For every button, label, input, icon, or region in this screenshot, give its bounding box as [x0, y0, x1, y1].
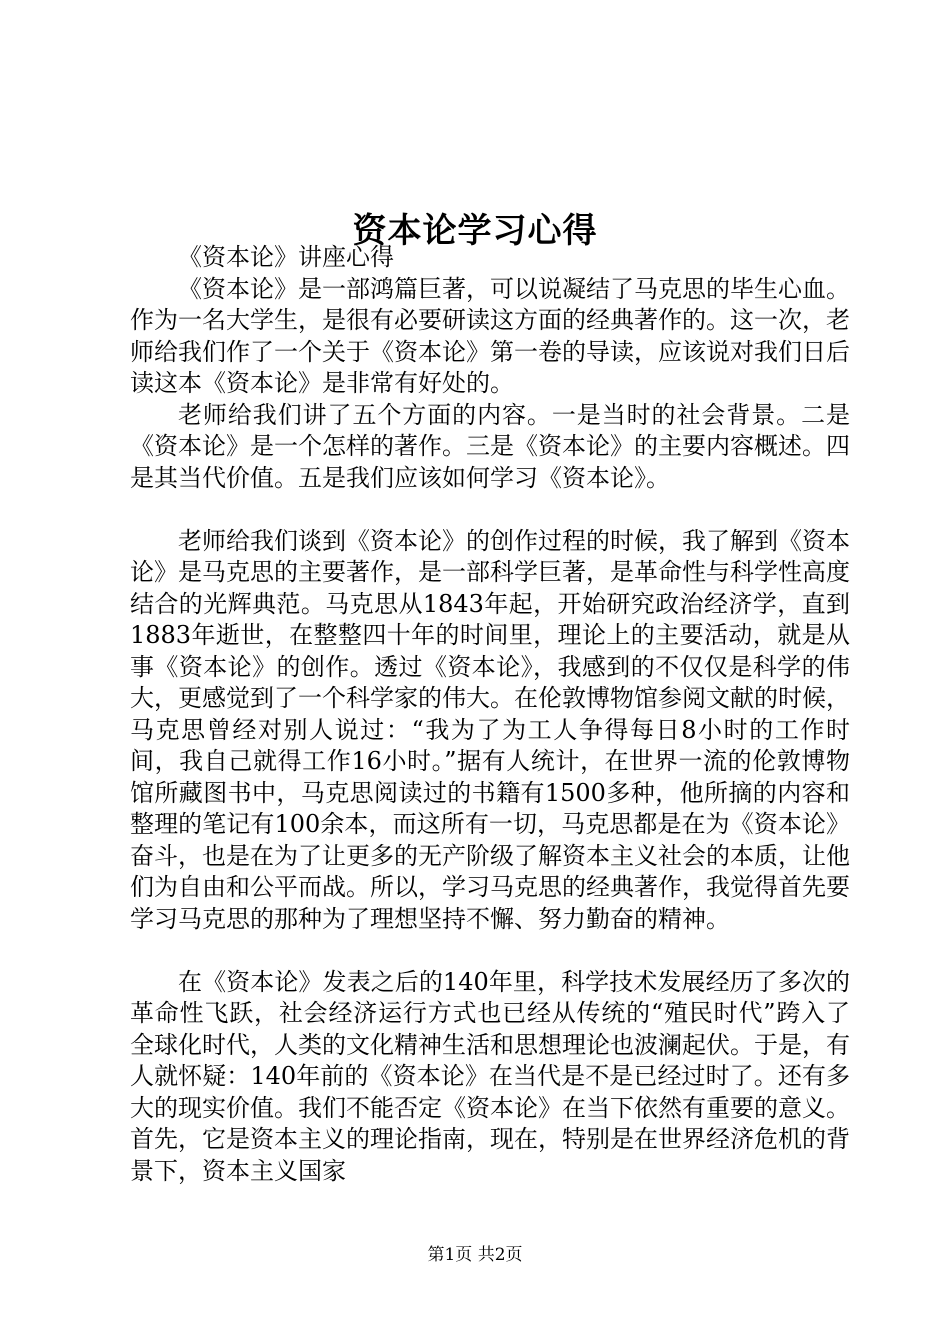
paragraph-contemporary-value: 在《资本论》发表之后的140年里，科学技术发展经历了多次的革命性飞跃，社会经济运行方式也已经从传统的“殖民时代”跨入了全球化时代，人类的文化精神生活和思想理论也波澜起伏。于是，有人就怀疑：140年前的《资本论》在当代是不是已经过时了。还有多大的现实价值。我们不能否定《资本论》在当下依然有重要的意义。首先，它是资本主义的理论指南，现在，特别是在世界经济危机的背景下，资本主义国家 — [130, 967, 850, 1185]
paragraph-intro: 《资本论》是一部鸿篇巨著，可以说凝结了马克思的毕生心血。作为一名大学生，是很有必要研读这方面的经典著作的。这一次，老师给我们作了一个关于《资本论》第一卷的导读，应该说对我们日后读这本《资本论》是非常有好处的。 — [130, 274, 850, 397]
document-body — [130, 242, 850, 1187]
lecture-subtitle: 《资本论》讲座心得 — [178, 243, 394, 271]
page-footer: 第1页 共2页 — [427, 1245, 523, 1265]
paragraph-creation-process: 老师给我们谈到《资本论》的创作过程的时候，我了解到《资本论》是马克思的主要著作，是一部科学巨著，是革命性与科学性高度结合的光辉典范。马克思从1843年起，开始研究政治经济学，直到1883年逝世，在整整四十年的时间里，理论上的主要活动，就是从事《资本论》的创作。透过《资本论》，我感到的不仅仅是科学的伟大，更感觉到了一个科学家的伟大。在伦敦博物馆参阅文献的时候，马克思曾经对别人说过：“我为了为工人争得每日8小时的工作时间，我自己就得工作16小时。”据有人统计，在世界一流的伦敦博物馆所藏图书中，马克思阅读过的书籍有1500多种，他所摘的内容和整理的笔记有100余本，而这所有一切，马克思都是在为《资本论》奋斗，也是在为了让更多的无产阶级了解资本主义社会的本质，让他们为自由和公平而战。所以，学习马克思的经典著作，我觉得首先要学习马克思的那种为了理想坚持不懈、努力勤奋的精神。 — [130, 526, 850, 933]
document-title: 资本论学习心得 — [352, 210, 598, 251]
paragraph-five-aspects: 老师给我们讲了五个方面的内容。一是当时的社会背景。二是《资本论》是一个怎样的著作。三是《资本论》的主要内容概述。四是其当代价值。五是我们应该如何学习《资本论》。 — [130, 400, 850, 492]
